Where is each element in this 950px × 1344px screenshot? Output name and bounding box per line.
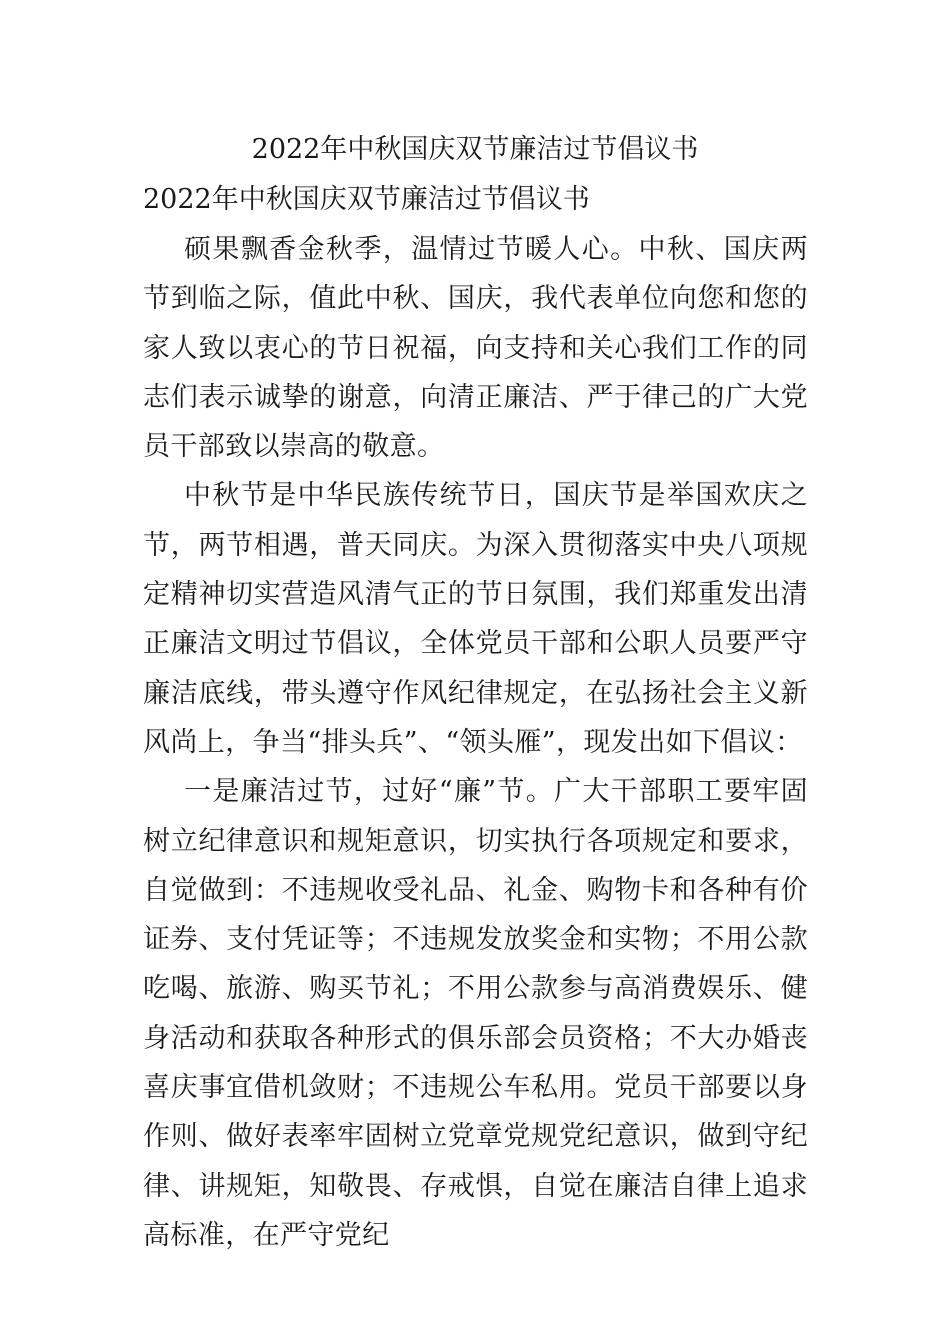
paragraph-item-one: 一是廉洁过节，过好“廉”节。广大干部职工要牢固树立纪律意识和规矩意识，切实执行各项规定和要求，自觉做到：不违规收受礼品、礼金、购物卡和各种有价证券、支付凭证等；不违规发放奖金和实物；不用公款吃喝、旅游、购买节礼；不用公款参与高消费娱乐、健身活动和获取各种形式的俱乐部会员资格；不大办婚丧喜庆事宜借机敛财；不违规公车私用。党员干部要以身作则、做好表率牢固树立党章党规党纪意识，做到守纪律、讲规矩，知敬畏、存戒惧，自觉在廉洁自律上追求高标准，在严守党纪 (143, 776, 808, 1251)
document-subtitle: 2022年中秋国庆双节廉洁过节倡议书 (143, 184, 590, 215)
paragraph-initiative: 中秋节是中华民族传统节日，国庆节是举国欢庆之节，两节相遇，普天同庆。为深入贯彻落实中央八项规定精神切实营造风清气正的节日氛围，我们郑重发出清正廉洁文明过节倡议，全体党员干部和公职人员要严守廉洁底线，带头遵守作风纪律规定，在弘扬社会主义新风尚上，争当“排头兵”、“领头雁”，现发出如下倡议： (143, 480, 808, 758)
paragraph-greeting: 硕果飘香金秋季，温情过节暖人心。中秋、国庆两节到临之际，值此中秋、国庆，我代表单位向您和您的家人致以衷心的节日祝福，向支持和关心我们工作的同志们表示诚挚的谢意，向清正廉洁、严于律己的广大党员干部致以崇高的敬意。 (143, 234, 808, 463)
document-body (143, 225, 808, 1260)
document-title: 2022年中秋国庆双节廉洁过节倡议书 (251, 134, 699, 165)
